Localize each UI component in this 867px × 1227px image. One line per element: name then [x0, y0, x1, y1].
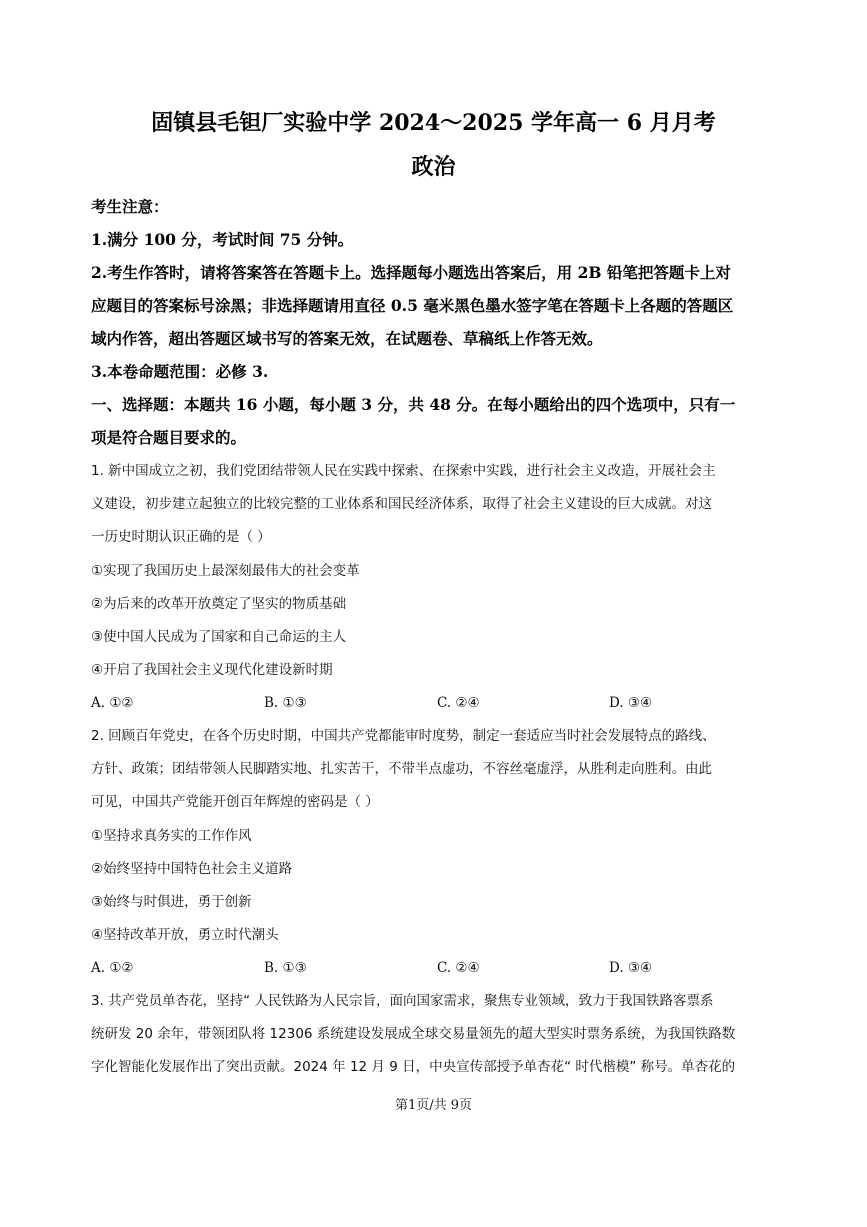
question-1-statement-3: ③使中国人民成为了国家和自己命运的主人 — [91, 629, 347, 646]
question-1-option-d[interactable]: D. ③④ — [609, 695, 653, 711]
question-2-statement-4: ④坚持改革开放，勇立时代潮头 — [91, 927, 279, 944]
exam-title: 固镇县毛钽厂实验中学 2024～2025 学年高一 6 月月考 — [151, 110, 716, 136]
notice-item-3: 3.本卷命题范围：必修 3. — [91, 362, 269, 381]
question-2-statement-2: ②始终坚持中国特色社会主义道路 — [91, 860, 293, 877]
question-1-statement-2: ②为后来的改革开放奠定了坚实的物质基础 — [91, 595, 347, 612]
question-1-stem-line-3: 一历史时期认识正确的是（ ） — [91, 529, 271, 546]
question-3-stem-line-3: 字化智能化发展作出了突出贡献。2024 年 12 月 9 日，中央宣传部授予单杏花“ 时代楷模” 称号。单杏花的 — [91, 1059, 736, 1076]
page-footer: 第1页/共 9页 — [394, 1098, 473, 1113]
section-heading-line-2: 项是符合题目要求的。 — [91, 428, 247, 447]
question-2-stem-line-2: 方针、政策；团结带领人民脚踏实地、扎实苦干，不带半点虚功，不容丝毫虚浮，从胜利走向胜利。由此 — [91, 761, 712, 778]
question-1-stem-line-1: 1. 新中国成立之初，我们党团结带领人民在实践中探索、在探索中实践，进行社会主义改造，开展社会主 — [91, 463, 716, 479]
notice-item-1: 1.满分 100 分，考试时间 75 分钟。 — [91, 230, 354, 249]
question-3 — [91, 985, 791, 1085]
notice-heading: 考生注意： — [91, 197, 169, 216]
notice-item-2-line-2: 应题目的答案标号涂黑；非选择题请用直径 0.5 毫米黑色墨水签字笔在答题卡上各题的答题区 — [91, 296, 734, 315]
question-2-stem-line-3: 可见，中国共产党能开创百年辉煌的密码是（ ） — [91, 794, 379, 811]
question-2-stem-line-1: 2. 回顾百年党史，在各个历史时期，中国共产党都能审时度势，制定一套适应当时社会发展特点的路线、 — [91, 728, 716, 744]
notice-item-2-line-3: 域内作答，超出答题区域书写的答案无效，在试题卷、草稿纸上作答无效。 — [91, 329, 603, 348]
question-2-option-a[interactable]: A. ①② — [91, 960, 134, 976]
question-1-stem-line-2: 义建设，初步建立起独立的比较完整的工业体系和国民经济体系，取得了社会主义建设的巨大成就。对这 — [91, 496, 712, 513]
question-1-option-c[interactable]: C. ②④ — [437, 695, 480, 711]
question-2-statement-1: ①坚持求真务实的工作作风 — [91, 827, 252, 844]
question-2-option-b[interactable]: B. ①③ — [264, 960, 307, 976]
question-1-statement-4: ④开启了我国社会主义现代化建设新时期 — [91, 662, 333, 679]
question-2 — [91, 720, 791, 952]
question-3-stem-line-2: 统研发 20 余年，带领团队将 12306 系统建设发展成全球交易量领先的超大型实时票务系统，为我国铁路数 — [91, 1026, 736, 1043]
question-1-option-b[interactable]: B. ①③ — [264, 695, 307, 711]
subject-title: 政治 — [411, 154, 456, 180]
question-3-stem-line-1: 3. 共产党员单杏花，坚持“ 人民铁路为人民宗旨，面向国家需求，聚焦专业领域，致力于我国铁路客票系 — [91, 993, 714, 1009]
question-1 — [91, 455, 791, 687]
notice-section — [91, 190, 791, 454]
section-heading-line-1: 一、选择题：本题共 16 小题，每小题 3 分，共 48 分。在每小题给出的四个选项中，只有一 — [91, 395, 736, 414]
question-1-statement-1: ①实现了我国历史上最深刻最伟大的社会变革 — [91, 562, 360, 579]
question-2-options — [91, 952, 791, 985]
question-1-options — [91, 687, 791, 720]
question-2-option-d[interactable]: D. ③④ — [609, 960, 653, 976]
question-1-option-a[interactable]: A. ①② — [91, 695, 134, 711]
notice-item-2-line-1: 2.考生作答时，请将答案答在答题卡上。选择题每小题选出答案后，用 2B 铅笔把答题卡上对 — [91, 263, 731, 282]
question-2-option-c[interactable]: C. ②④ — [437, 960, 480, 976]
question-2-statement-3: ③始终与时俱进，勇于创新 — [91, 894, 252, 911]
